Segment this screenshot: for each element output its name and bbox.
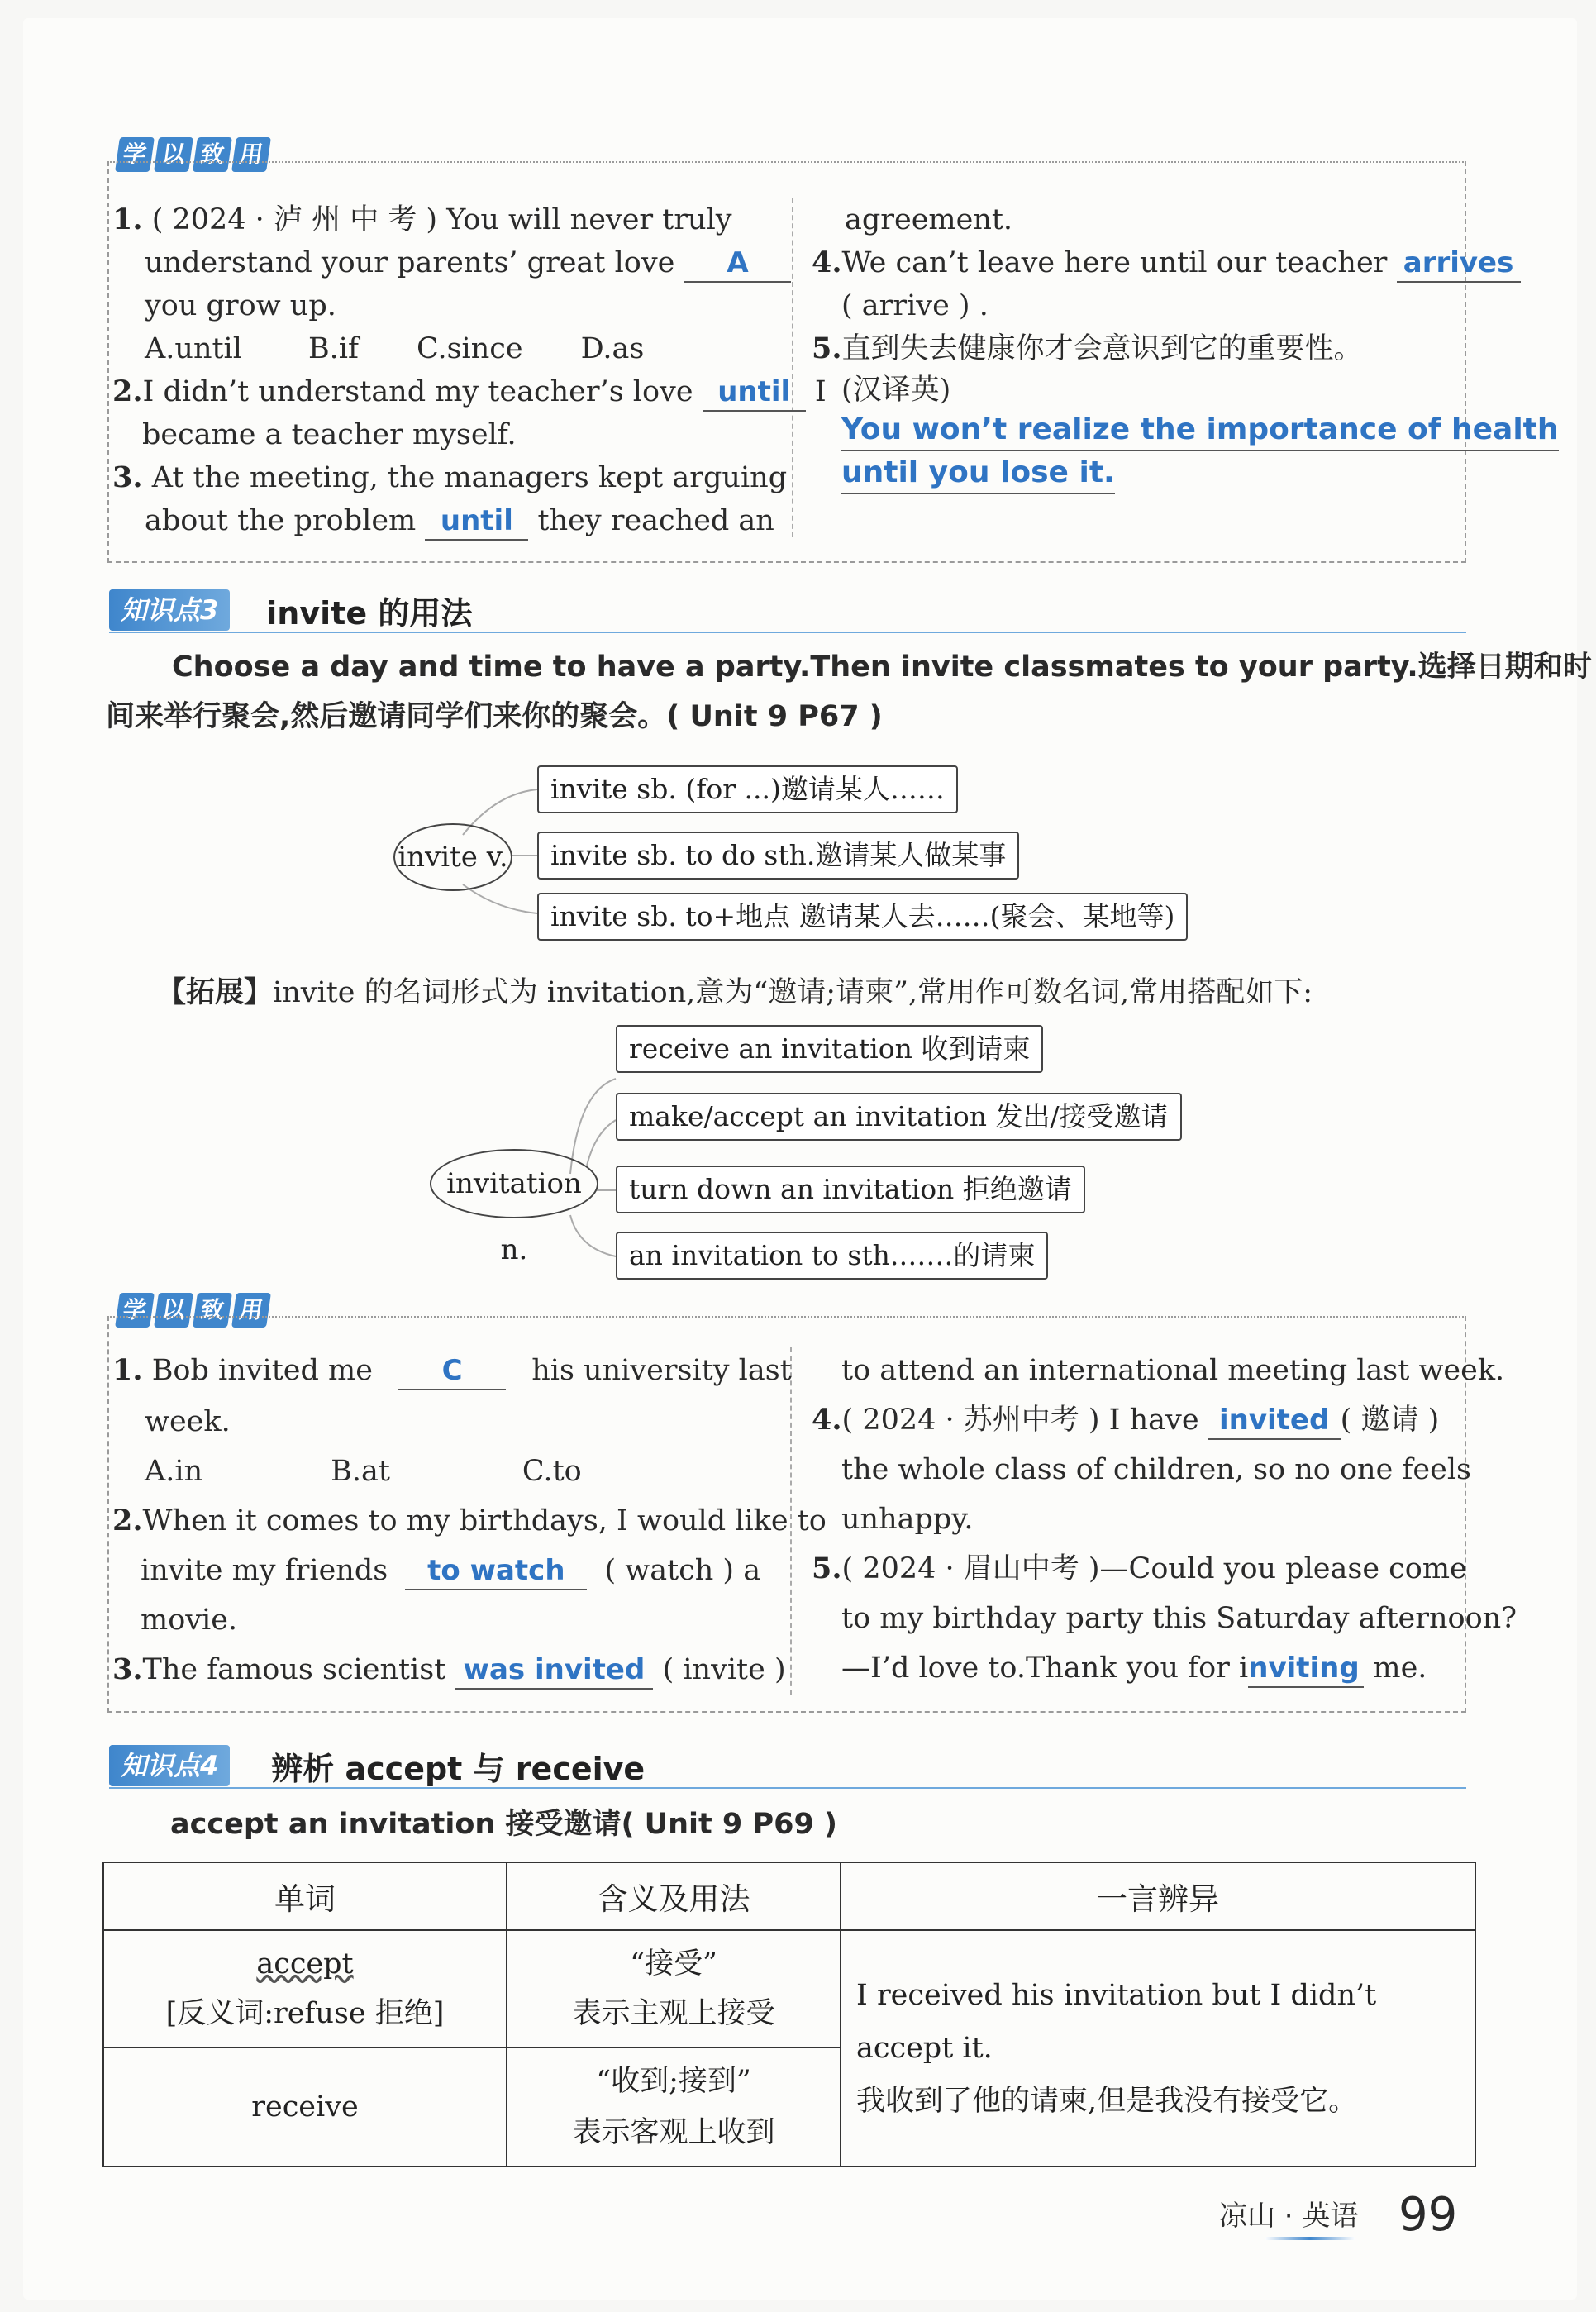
invitation-center: invitation n.	[430, 1149, 598, 1218]
example-cn: 我收到了他的请柬,但是我没有接受它。	[856, 2085, 1358, 2118]
answer-blank[interactable]: A	[684, 245, 791, 283]
ex1-q5-line2: (汉译英)	[841, 374, 951, 407]
invite-center: invite v.	[393, 823, 512, 891]
option: B.at	[331, 1455, 390, 1488]
invite-usage-box: invite sb. (for ...)邀请某人……	[537, 765, 958, 813]
example-cell	[841, 1930, 1475, 2167]
ex2-q4-line1: 4.( 2024 · 苏州中考 ) I have invited ( 邀请 )	[812, 1399, 1439, 1442]
usage: 表示主观上接受	[572, 1997, 775, 2030]
invite-usage-box: invite sb. to+地点 邀请某人去……(聚会、某地等)	[537, 893, 1188, 941]
ex2-q3-line1: 3.The famous scientist was invited ( invite )	[112, 1648, 786, 1691]
answer-blank[interactable]: nviting	[1248, 1650, 1364, 1688]
ex1-q4-line1: 4.We can’t leave here until our teacher arrives	[812, 241, 1521, 284]
expand-text: invite 的名词形式为 invitation,意为“邀请;请柬”,常用作可数名词,常用搭配如下:	[273, 976, 1313, 1009]
ex2-q5-line2: to my birthday party this Saturday afternoon?	[841, 1602, 1517, 1635]
ex1-q5-line1: 5.直到失去健康你才会意识到它的重要性。	[812, 331, 1363, 365]
badge-char: 用	[231, 1293, 271, 1328]
badge-char: 用	[231, 137, 271, 172]
answer-blank[interactable]: C	[398, 1352, 506, 1390]
kp3-tag: 知识点3	[109, 589, 230, 631]
answer-blank[interactable]: invited	[1208, 1402, 1341, 1440]
ex2-q1-options	[145, 1450, 582, 1493]
ex1-q5-answer-2[interactable]: until you lose it.	[841, 453, 1115, 494]
kp3-expand	[157, 971, 1313, 1014]
meaning: “收到;接到”	[596, 2065, 751, 2098]
badge-char: 以	[154, 137, 193, 172]
ex1-q1-line2: understand your parents’ great love A	[145, 241, 791, 284]
option: B.if	[307, 332, 359, 365]
usage: 表示客观上收到	[572, 2116, 775, 2149]
meaning-cell	[507, 2047, 841, 2167]
example-en: I received his invitation but I didn’t accept it.	[856, 1979, 1377, 2065]
expand-label: 【拓展】	[157, 976, 274, 1009]
badge-char: 学	[115, 137, 155, 172]
ex2-q2-line1: 2.When it comes to my birthdays, I would like to	[112, 1504, 827, 1537]
answer-blank[interactable]: was invited	[455, 1652, 653, 1690]
ex2-q4-line3: unhappy.	[841, 1503, 974, 1536]
ex2-q5-line3: —I’d love to.Thank you for inviting me.	[841, 1647, 1427, 1690]
badge-char: 致	[193, 1293, 232, 1328]
option: A.in	[145, 1455, 203, 1488]
page-number: 99	[1398, 2188, 1458, 2242]
ex2-q2-line3: movie.	[141, 1604, 238, 1637]
table-header: 单词	[103, 1862, 507, 1930]
option: A.until	[145, 332, 242, 365]
ex1-q5-answer-1[interactable]: You won’t realize the importance of health	[841, 410, 1559, 451]
answer-blank[interactable]: until	[703, 374, 806, 412]
answer-blank[interactable]: to watch	[405, 1552, 587, 1590]
table-row	[103, 1930, 1475, 2047]
kp3-sentence-1: Choose a day and time to have a party.Then invite classmates to your party.选择日期和时	[172, 651, 1592, 684]
collocation-box: receive an invitation 收到请柬	[616, 1025, 1043, 1073]
ex2-q4-line2: the whole class of children, so no one feels	[841, 1453, 1471, 1486]
ex2-q2-line2: invite my friends to watch ( watch ) a	[141, 1549, 760, 1592]
ex2-q5-line1: 5.( 2024 · 眉山中考 )—Could you please come	[812, 1552, 1467, 1585]
collocation-box: an invitation to sth.……的请柬	[616, 1232, 1048, 1280]
ex2-q1-line2: week.	[145, 1405, 231, 1438]
table-header: 含义及用法	[507, 1862, 841, 1930]
option: C.to	[522, 1455, 582, 1488]
badge-char: 以	[154, 1293, 193, 1328]
meaning: “接受”	[630, 1947, 717, 1981]
badge-char: 学	[115, 1293, 155, 1328]
antonym: [反义词:refuse 拒绝]	[165, 1997, 445, 2030]
table-header: 一言辨异	[841, 1862, 1475, 1930]
word-cell	[103, 1930, 507, 2047]
ex1-q2-line2: became a teacher myself.	[142, 418, 517, 451]
ex2-q3-cont: to attend an international meeting last week.	[841, 1354, 1505, 1387]
ex1-q3-line2: about the problem until they reached an	[145, 499, 774, 542]
footer-accent	[1265, 2237, 1355, 2240]
word-accept: accept	[256, 1947, 354, 1981]
word-receive: receive	[103, 2047, 507, 2167]
answer-blank[interactable]: until	[425, 503, 528, 541]
meaning-cell	[507, 1930, 841, 2047]
option: C.since	[416, 332, 523, 365]
kp4-title: 辨析 accept 与 receive	[271, 1750, 646, 1787]
badge-char: 致	[193, 137, 232, 172]
answer-blank[interactable]: arrives	[1397, 245, 1521, 283]
ex1-q3-cont: agreement.	[845, 203, 1013, 236]
footer-book: 凉山 · 英语	[1219, 2200, 1359, 2233]
kp3-title: invite 的用法	[266, 594, 473, 632]
comparison-table	[102, 1862, 1476, 2167]
ex2-q1-line1: 1. Bob invited me C his university last	[112, 1349, 792, 1392]
ex1-q1-line1: 1. ( 2024 · 泸 州 中 考 ) You will never truly	[112, 203, 732, 236]
option: D.as	[580, 332, 645, 365]
ex1-q4-line2: ( arrive ) .	[841, 289, 989, 322]
kp4-sentence: accept an invitation 接受邀请( Unit 9 P69 )	[170, 1808, 837, 1841]
collocation-box: turn down an invitation 拒绝邀请	[616, 1166, 1085, 1213]
invite-usage-box: invite sb. to do sth.邀请某人做某事	[537, 832, 1019, 880]
ex1-q1-line3: you grow up.	[145, 289, 336, 322]
kp3-sentence-2: 间来举行聚会,然后邀请同学们来你的聚会。( Unit 9 P67 )	[106, 700, 883, 733]
kp4-tag: 知识点4	[109, 1745, 230, 1786]
kp4-underline	[109, 1787, 1466, 1789]
ex1-q2-line1: 2.I didn’t understand my teacher’s love until I	[112, 370, 827, 413]
kp4-header	[109, 1744, 645, 1787]
collocation-box: make/accept an invitation 发出/接受邀请	[616, 1093, 1182, 1141]
ex1-q3-line1: 3. At the meeting, the managers kept arguing	[112, 460, 788, 494]
